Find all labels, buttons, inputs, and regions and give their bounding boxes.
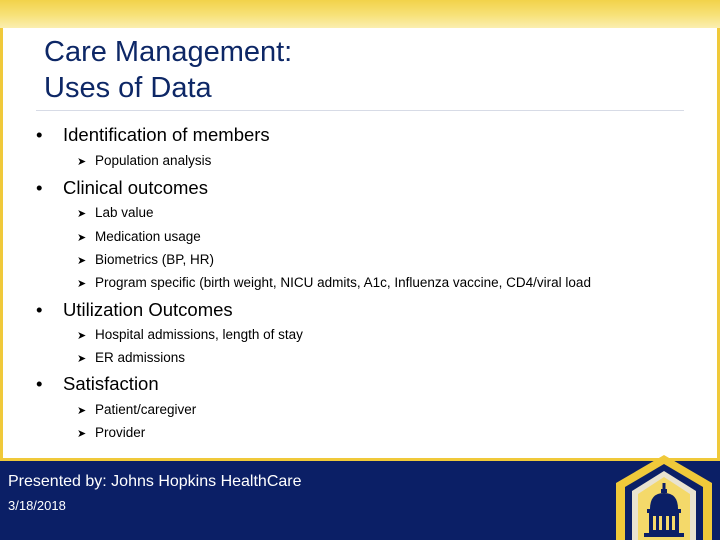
slide-title-line-2: Uses of Data: [44, 72, 212, 104]
arrow-bullet-icon: ➤: [77, 156, 87, 168]
left-gold-border: [0, 28, 3, 458]
sub-bullet: [77, 228, 201, 247]
bullet-text: Clinical outcomes: [63, 177, 208, 198]
sub-bullet: [77, 424, 145, 443]
johns-hopkins-logo-icon: [612, 453, 716, 540]
sub-bullet: [77, 204, 154, 223]
arrow-bullet-icon: ➤: [77, 353, 87, 365]
arrow-bullet-icon: ➤: [77, 208, 87, 220]
sub-bullet: [77, 326, 303, 345]
sub-bullet-text: Patient/caregiver: [95, 402, 197, 417]
bullet-text: Utilization Outcomes: [63, 299, 233, 320]
bullet-dot-icon: •: [36, 177, 43, 198]
arrow-bullet-icon: ➤: [77, 405, 87, 417]
presented-by-text: Presented by: Johns Hopkins HealthCare: [8, 473, 302, 490]
arrow-bullet-icon: ➤: [77, 330, 87, 342]
bullet-dot-icon: •: [36, 299, 43, 320]
sub-bullet: [77, 401, 196, 420]
sub-bullet-text: Biometrics (BP, HR): [95, 252, 215, 267]
slide-title-line-1: Care Management:: [44, 36, 293, 68]
top-gold-band: [0, 0, 720, 28]
presentation-date: 3/18/2018: [8, 498, 66, 513]
sub-bullet-text: Lab value: [95, 205, 154, 220]
arrow-bullet-icon: ➤: [77, 278, 87, 290]
arrow-bullet-icon: ➤: [77, 255, 87, 267]
sub-bullet-text: Hospital admissions, length of stay: [95, 327, 303, 342]
arrow-bullet-icon: ➤: [77, 428, 87, 440]
bullet-dot-icon: •: [36, 373, 43, 394]
bullet-text: Identification of members: [63, 124, 270, 145]
title-divider: [36, 110, 684, 111]
bullet-clinical-outcomes: [36, 177, 208, 199]
sub-bullet: [77, 274, 591, 293]
sub-bullet-text: ER admissions: [95, 350, 186, 365]
bullet-identification-of-members: [36, 124, 270, 146]
sub-bullet-text: Medication usage: [95, 229, 201, 244]
sub-bullet-text: Population analysis: [95, 153, 212, 168]
sub-bullet-text: Program specific (birth weight, NICU admits, A1c, Influenza vaccine, CD4/viral load: [95, 275, 591, 290]
slide-title: [44, 34, 292, 106]
arrow-bullet-icon: ➤: [77, 232, 87, 244]
bullet-satisfaction: [36, 373, 159, 395]
sub-bullet: [77, 152, 211, 171]
bullet-utilization-outcomes: [36, 299, 233, 321]
sub-bullet-text: Provider: [95, 425, 146, 440]
sub-bullet: [77, 251, 214, 270]
bullet-dot-icon: •: [36, 124, 43, 145]
sub-bullet: [77, 349, 185, 368]
bullet-text: Satisfaction: [63, 373, 159, 394]
